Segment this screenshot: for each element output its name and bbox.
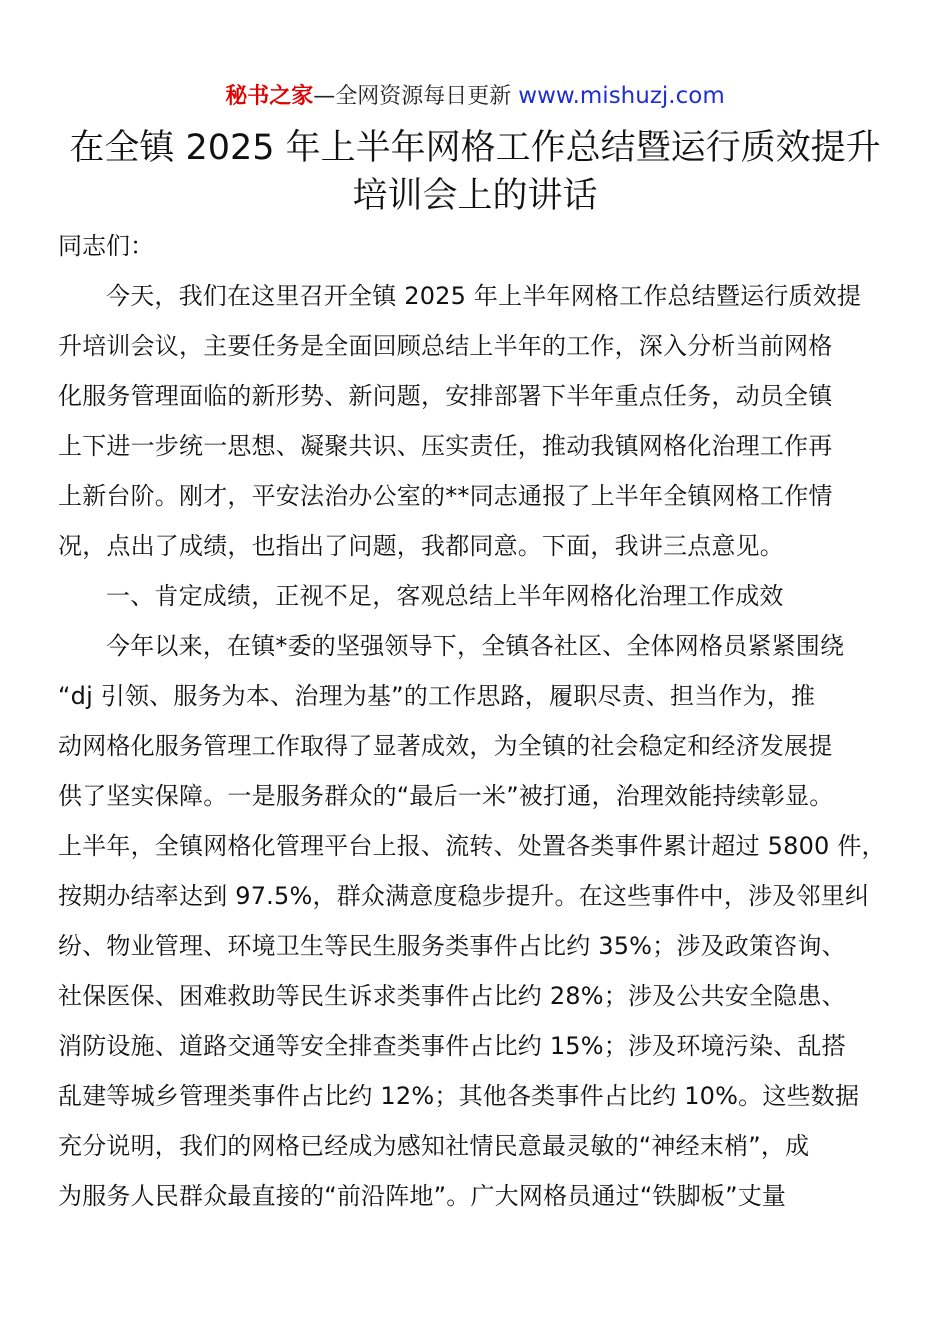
body-line: 供了坚实保障。一是服务群众的“最后一米”被打通，治理效能持续彰显。: [58, 782, 834, 810]
document-body: [58, 274, 908, 1224]
body-line: 为服务人民群众最直接的“前沿阵地”。广大网格员通过“铁脚板”丈量: [58, 1182, 787, 1210]
body-line: 乱建等城乡管理类事件占比约 12%；其他各类事件占比约 10%。这些数据: [58, 1082, 860, 1110]
body-line: “dj 引领、服务为本、治理为基”的工作思路，履职尽责、担当作为，推: [58, 682, 816, 710]
header-slogan: —全网资源每日更新: [313, 84, 519, 109]
body-line: 社保医保、困难救助等民生诉求类事件占比约 28%；涉及公共安全隐患、: [58, 982, 846, 1010]
body-line: 上下进一步统一思想、凝聚共识、压实责任，推动我镇网格化治理工作再: [58, 432, 833, 460]
body-line: 化服务管理面临的新形势、新问题，安排部署下半年重点任务，动员全镇: [58, 382, 833, 410]
body-line: 上新台阶。刚才，平安法治办公室的**同志通报了上半年全镇网格工作情: [58, 482, 833, 510]
title-line-1: 在全镇 2025 年上半年网格工作总结暨运行质效提升: [69, 128, 881, 168]
body-line: 况，点出了成绩，也指出了问题，我都同意。下面，我讲三点意见。: [58, 532, 784, 560]
body-line: 纷、物业管理、环境卫生等民生服务类事件占比约 35%；涉及政策咨询、: [58, 932, 846, 960]
title-line-2: 培训会上的讲话: [352, 176, 598, 216]
body-line: 今天，我们在这里召开全镇 2025 年上半年网格工作总结暨运行质效提: [106, 282, 862, 310]
body-line: 消防设施、道路交通等安全排查类事件占比约 15%；涉及环境污染、乱搭: [58, 1032, 846, 1060]
body-line: 上半年，全镇网格化管理平台上报、流转、处置各类事件累计超过 5800 件，: [58, 832, 886, 860]
body-line: 动网格化服务管理工作取得了显著成效，为全镇的社会稳定和经济发展提: [58, 732, 833, 760]
document-title: [40, 124, 910, 220]
body-line: 充分说明，我们的网格已经成为感知社情民意最灵敏的“神经末梢”，成: [58, 1132, 810, 1160]
body-line: 按期办结率达到 97.5%，群众满意度稳步提升。在这些事件中，涉及邻里纠: [58, 882, 870, 910]
body-line: 升培训会议，主要任务是全面回顾总结上半年的工作，深入分析当前网格: [58, 332, 833, 360]
brand-name: 秘书之家: [225, 84, 314, 109]
site-header: [0, 80, 950, 113]
section-heading: 一、肯定成绩，正视不足，客观总结上半年网格化治理工作成效: [106, 582, 784, 610]
site-url-link[interactable]: www.mishuzj.com: [518, 83, 725, 109]
body-line: 今年以来，在镇*委的坚强领导下，全镇各社区、全体网格员紧紧围绕: [106, 632, 845, 660]
salutation: 同志们：: [58, 232, 154, 260]
